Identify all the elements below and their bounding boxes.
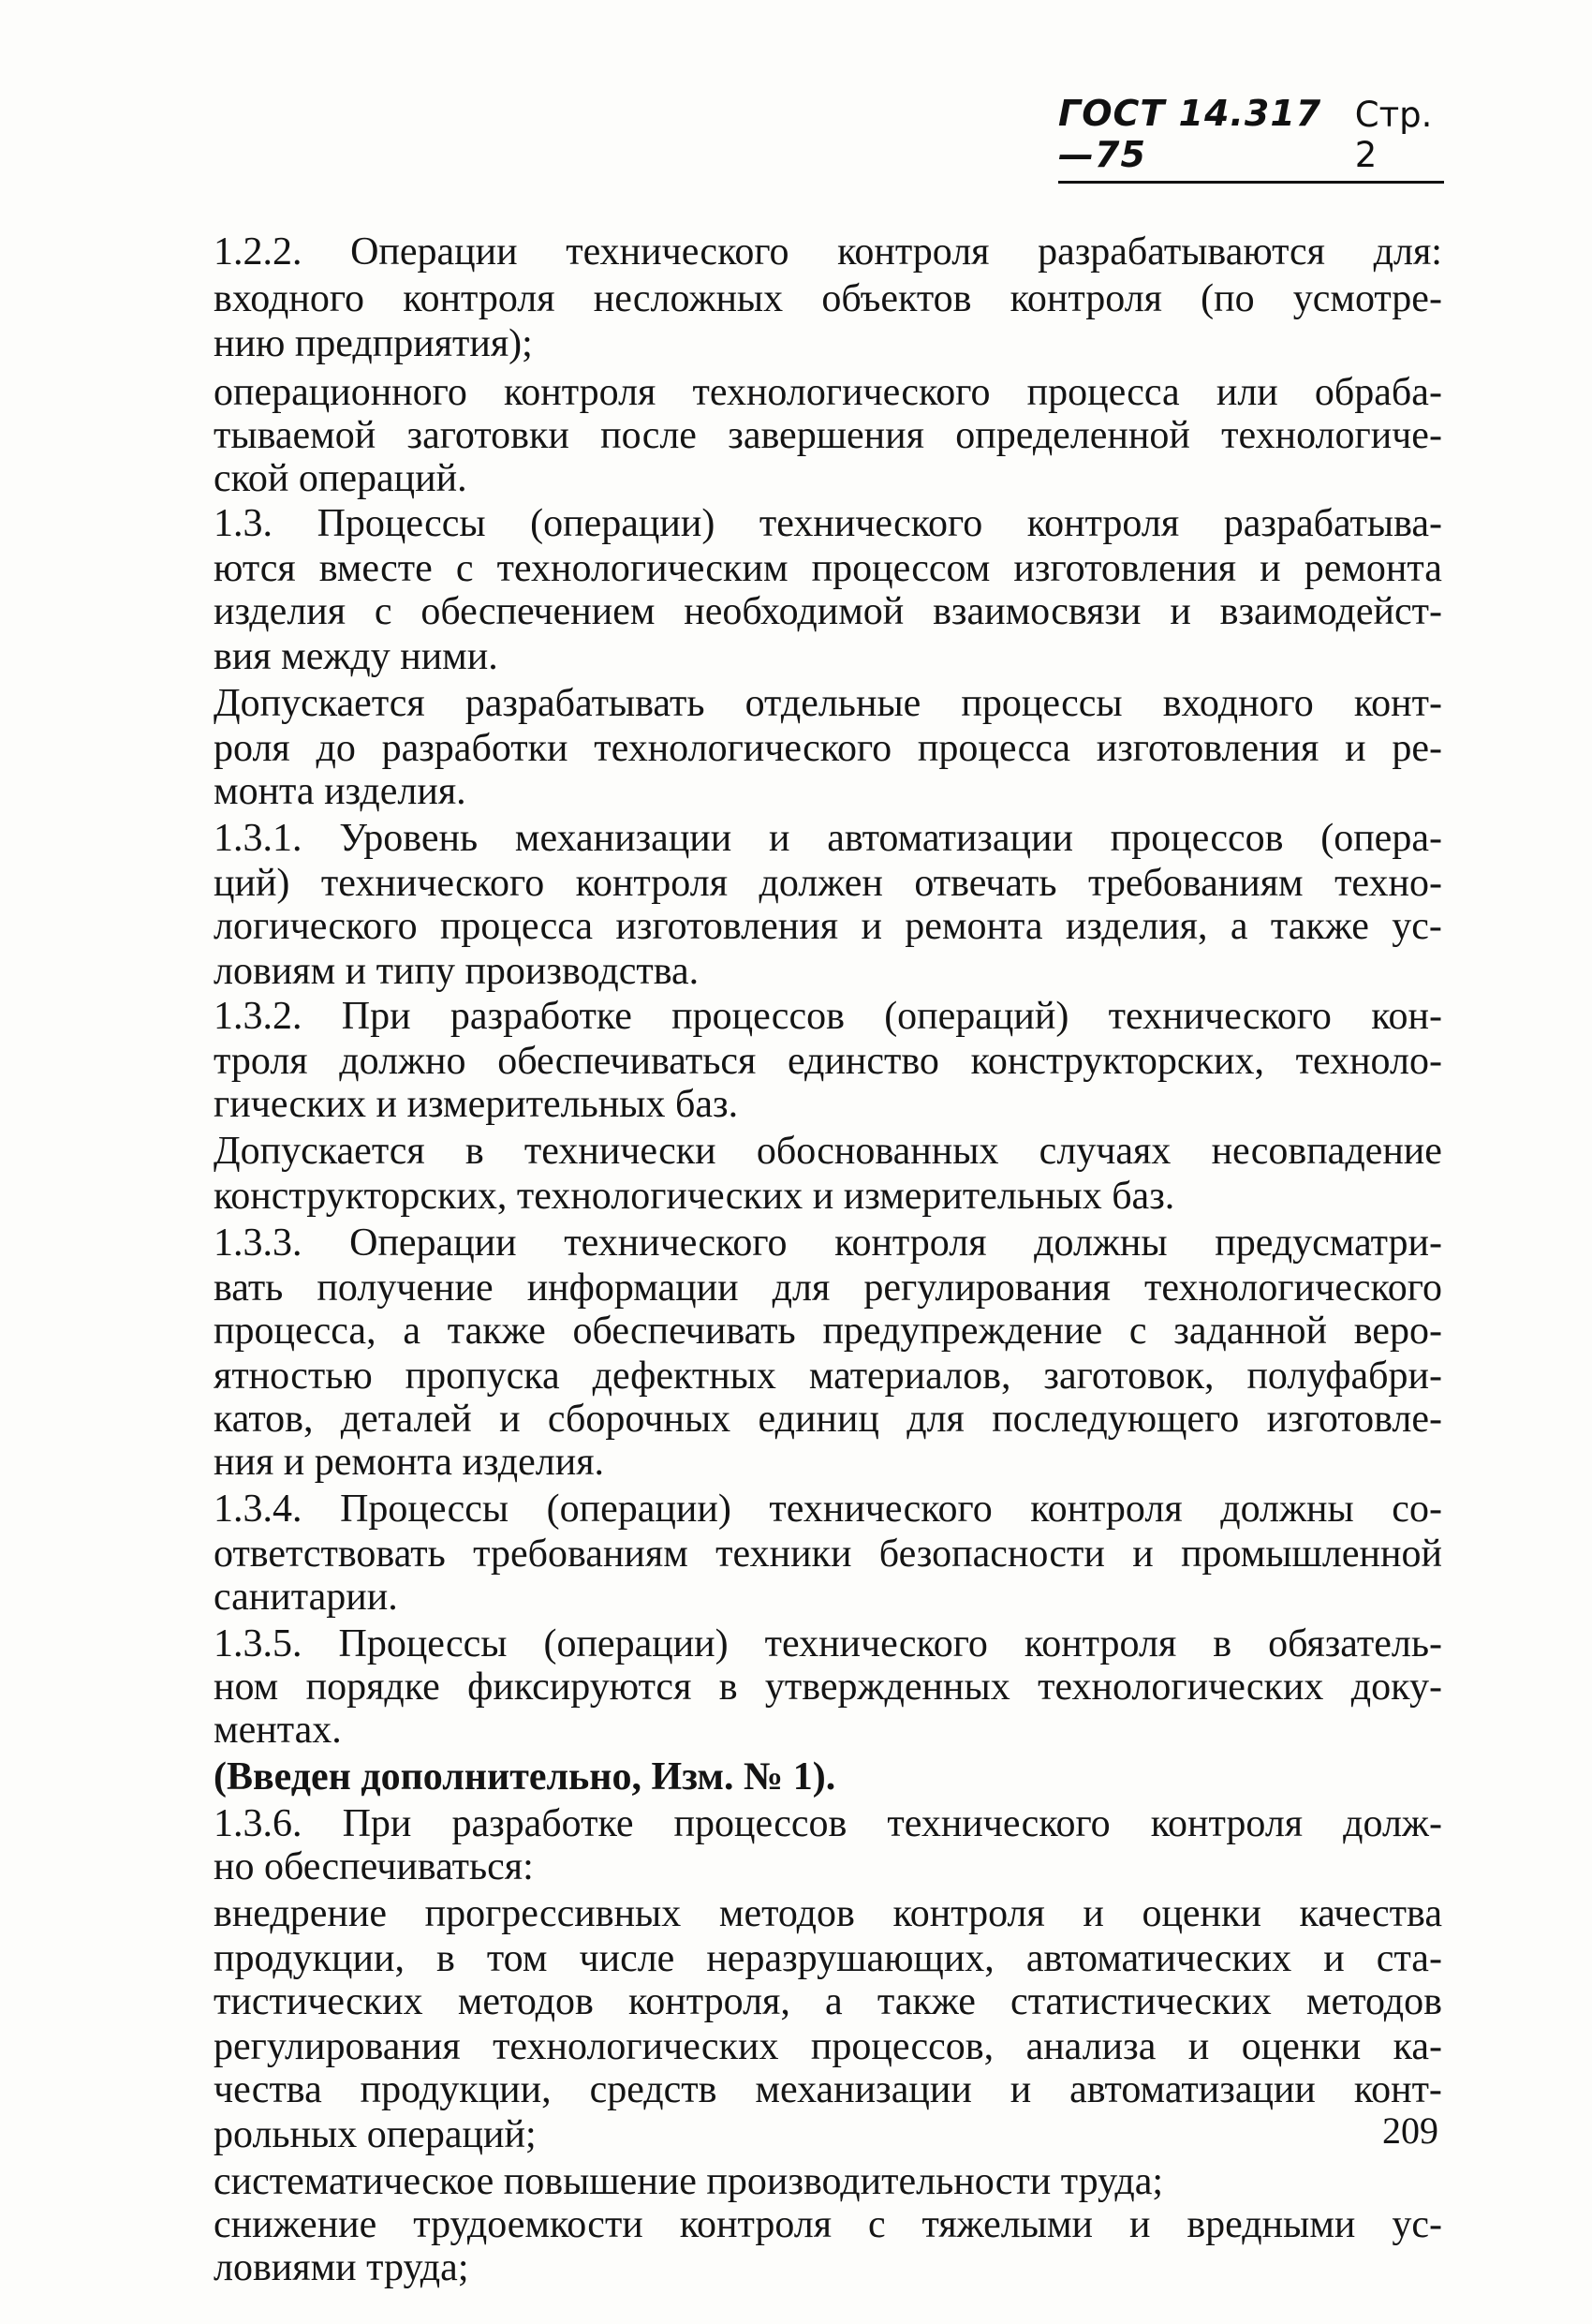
word: изготовления	[615, 905, 839, 948]
word: контроля,	[628, 1980, 790, 2023]
word: контроля	[1010, 277, 1162, 320]
word: с	[374, 590, 392, 633]
word: (операции)	[543, 1622, 729, 1665]
word: случаях	[1039, 1130, 1172, 1173]
word: отвечать	[914, 862, 1057, 905]
text-line	[214, 416, 1442, 455]
word: технологического	[594, 727, 892, 770]
word: контроля	[834, 1221, 987, 1265]
word: разработке	[451, 1802, 634, 1845]
word: безопасности	[878, 1532, 1105, 1576]
word: должно	[339, 1040, 466, 1083]
word: долж-	[1343, 1802, 1442, 1845]
word: процессов	[1110, 817, 1284, 860]
text-line: систематическое повышение производительности труда;	[214, 2160, 1164, 2203]
word: конструкторских,	[970, 1040, 1264, 1083]
word: Процессы	[338, 1622, 508, 1665]
word: с	[1128, 1310, 1147, 1353]
word: технического	[1108, 995, 1332, 1038]
word: изготовле-	[1266, 1398, 1442, 1441]
word: а	[1230, 905, 1248, 948]
word: несложных	[593, 277, 784, 320]
word: ста-	[1376, 1937, 1442, 1980]
word: 1.3.3.	[214, 1221, 302, 1265]
word: 1.2.2.	[214, 230, 302, 274]
word: и	[768, 817, 790, 860]
text-line	[214, 1804, 1442, 1843]
text-line	[214, 864, 1442, 903]
word: веро-	[1353, 1310, 1442, 1353]
word: утвержденных	[764, 1665, 1010, 1709]
word: контроля	[1150, 1802, 1304, 1845]
word: или	[1216, 371, 1278, 414]
text-line	[214, 2027, 1442, 2066]
word: фиксируются	[467, 1665, 692, 1709]
word: ятностью	[214, 1354, 373, 1398]
word: изготовления	[1096, 727, 1319, 770]
text-line	[214, 729, 1442, 768]
text-line: ской операций.	[214, 457, 467, 500]
word: технологических	[493, 2025, 779, 2068]
text-line: (Введен дополнительно, Изм. № 1).	[214, 1755, 836, 1799]
text-line: ния и ремонта изделия.	[214, 1441, 605, 1484]
word: процессов	[673, 1802, 848, 1845]
word: дефектных	[592, 1354, 776, 1398]
word: а	[403, 1310, 420, 1353]
word: заданной	[1173, 1310, 1327, 1353]
word: вать	[214, 1266, 284, 1310]
word: в	[464, 1130, 484, 1173]
word: и	[1010, 2068, 1032, 2111]
word: тываемой	[214, 414, 376, 457]
word: для	[907, 1398, 965, 1441]
word: технического	[566, 230, 789, 274]
word: процессы	[961, 682, 1123, 725]
word: технического	[887, 1802, 1111, 1845]
text-line: гических и измерительных баз.	[214, 1083, 739, 1126]
word: регулирования	[863, 1266, 1111, 1310]
page-number: 209	[1382, 2109, 1438, 2152]
text-line	[214, 1489, 1442, 1529]
word: Допускается	[214, 1130, 425, 1173]
word: получение	[317, 1266, 494, 1310]
word: (операции)	[530, 502, 715, 545]
word: входного	[1162, 682, 1314, 725]
word: ном	[214, 1665, 279, 1709]
word: ответствовать	[214, 1532, 446, 1576]
word: технического	[764, 1622, 988, 1665]
word: и	[1128, 2203, 1151, 2246]
word: операционного	[214, 371, 467, 414]
word: обеспечением	[420, 590, 656, 633]
word: взаимодейст-	[1219, 590, 1442, 633]
word: ремонта	[1304, 547, 1442, 590]
word: (опера-	[1320, 817, 1442, 860]
word: числе	[579, 1937, 675, 1980]
text-line	[214, 819, 1442, 858]
page-label: Стр. 2	[1354, 95, 1433, 175]
word: разработки	[381, 727, 568, 770]
word: автоматизации	[1069, 2068, 1316, 2111]
word: и	[1323, 1937, 1345, 1980]
word: деталей	[340, 1398, 472, 1441]
text-line	[214, 1534, 1442, 1574]
text-line: ловиями труда;	[214, 2246, 469, 2289]
word: должен	[759, 862, 883, 905]
word: технического	[769, 1488, 993, 1531]
word: тистических	[214, 1980, 423, 2023]
word: том	[486, 1937, 548, 1980]
word: продукции,	[360, 2068, 552, 2111]
text-line: ловиям и типу производства.	[214, 950, 700, 993]
word: трудоемкости	[413, 2203, 643, 2246]
word: продукции,	[214, 1937, 405, 1980]
word: технологиче-	[1221, 414, 1442, 457]
text-line	[214, 1311, 1442, 1351]
word: разрабатыва-	[1223, 502, 1442, 545]
word: Уровень	[339, 817, 479, 860]
word: с	[455, 547, 474, 590]
word: средств	[589, 2068, 717, 2111]
word: ре-	[1392, 727, 1442, 770]
text-line	[214, 1132, 1442, 1171]
word: Допускается	[214, 682, 425, 725]
text-line	[214, 549, 1442, 588]
word: для	[772, 1266, 831, 1310]
word: конт-	[1353, 682, 1442, 725]
word: троля	[214, 1040, 308, 1083]
word: качества	[1299, 1892, 1442, 1935]
word: промышленной	[1181, 1532, 1442, 1576]
text-line	[214, 1939, 1442, 1978]
word: технологических	[1038, 1665, 1324, 1709]
word: разрабатываются	[1038, 230, 1326, 274]
word: в	[718, 1665, 738, 1709]
word: материалов,	[808, 1354, 1011, 1398]
word: технического	[564, 1221, 788, 1265]
word: прогрессивных	[424, 1892, 682, 1935]
text-line	[214, 1223, 1442, 1263]
word: логического	[214, 905, 418, 948]
text-line	[214, 232, 1442, 272]
word: При	[342, 1802, 412, 1845]
text-line	[214, 684, 1442, 723]
word: и	[861, 905, 882, 948]
text-line	[214, 907, 1442, 946]
word: ус-	[1392, 2203, 1442, 2246]
word: контроля	[504, 371, 656, 414]
word: внедрение	[214, 1892, 388, 1935]
word: требованиям	[473, 1532, 688, 1576]
word: также	[447, 1310, 546, 1353]
text-line: конструкторских, технологических и измерительных баз.	[214, 1175, 1175, 1218]
word: несовпадение	[1211, 1130, 1442, 1173]
text-line	[214, 279, 1442, 318]
word: требованиям	[1087, 862, 1304, 905]
word: Операции	[350, 230, 518, 274]
word: технологическим	[496, 547, 789, 590]
word: ка-	[1393, 2025, 1442, 2068]
word: в	[1213, 1622, 1232, 1665]
word: также	[1270, 905, 1369, 948]
text-line	[214, 997, 1442, 1036]
word: после	[600, 414, 697, 457]
word: предусматри-	[1215, 1221, 1442, 1265]
word: процессом	[811, 547, 991, 590]
word: При	[341, 995, 411, 1038]
word: объектов	[821, 277, 972, 320]
word: предупреждение	[822, 1310, 1103, 1353]
word: контроля	[575, 862, 729, 905]
word: необходимой	[684, 590, 905, 633]
word: информации	[526, 1266, 739, 1310]
word: обязатель-	[1268, 1622, 1442, 1665]
word: контроля	[679, 2203, 833, 2246]
word: неразрушающих,	[706, 1937, 995, 1980]
word: определенной	[955, 414, 1190, 457]
word: кон-	[1371, 995, 1442, 1038]
word: заготовки	[406, 414, 569, 457]
text-line	[214, 1982, 1442, 2021]
word: завершения	[728, 414, 924, 457]
word: катов,	[214, 1398, 314, 1441]
word: отдельные	[744, 682, 921, 725]
word: обеспечиваться	[497, 1040, 757, 1083]
word: 1.3.4.	[214, 1488, 302, 1531]
word: обеспечивать	[572, 1310, 796, 1353]
word: конт-	[1353, 2068, 1442, 2111]
word: с	[867, 2203, 886, 2246]
word: методов	[718, 1892, 855, 1935]
word: усмотре-	[1292, 277, 1442, 320]
word: регулирования	[214, 2025, 461, 2068]
text-line: ментах.	[214, 1709, 342, 1752]
text-line	[214, 592, 1442, 631]
word: со-	[1392, 1488, 1442, 1531]
word: технического	[759, 502, 983, 545]
word: изготовления	[1013, 547, 1237, 590]
word: входного	[214, 277, 365, 320]
word: вместе	[318, 547, 433, 590]
word: сборочных	[547, 1398, 731, 1441]
word: и	[1083, 1892, 1104, 1935]
word: чества	[214, 2068, 322, 2111]
word: методов	[457, 1980, 594, 2023]
word: до	[316, 727, 356, 770]
word: должны	[1220, 1488, 1354, 1531]
word: процессов,	[810, 2025, 995, 2068]
text-line: рольных операций;	[214, 2113, 537, 2156]
word: и	[1132, 1532, 1154, 1576]
text-line: нию предприятия);	[214, 322, 533, 365]
word: ус-	[1392, 905, 1442, 948]
text-line	[214, 373, 1442, 412]
word: и	[1170, 590, 1191, 633]
text-line	[214, 2205, 1442, 2244]
word: 1.3.	[214, 502, 273, 545]
text-line: санитарии.	[214, 1576, 398, 1619]
word: и	[1260, 547, 1281, 590]
word: обоснованных	[756, 1130, 999, 1173]
word: изделия,	[1065, 905, 1208, 948]
word: статистических	[1010, 1980, 1272, 2023]
word: заготовок,	[1043, 1354, 1215, 1398]
word: (по	[1201, 277, 1255, 320]
text-line	[214, 1894, 1442, 1933]
text-line	[214, 2070, 1442, 2109]
word: 1.3.1.	[214, 817, 302, 860]
text-line	[214, 1042, 1442, 1081]
text-line	[214, 1356, 1442, 1396]
word: обраба-	[1314, 371, 1442, 414]
word: техно-	[1334, 862, 1442, 905]
word: автоматизации	[827, 817, 1073, 860]
word: тяжелыми	[921, 2203, 1094, 2246]
word: технически	[523, 1130, 716, 1173]
word: единиц	[758, 1398, 879, 1441]
word: вредными	[1187, 2203, 1356, 2246]
word: ций)	[214, 862, 290, 905]
word: Процессы	[340, 1488, 509, 1531]
word: пропуска	[405, 1354, 560, 1398]
word: техники	[715, 1532, 852, 1576]
word: механизации	[514, 817, 732, 860]
word: контроля	[1026, 502, 1180, 545]
text-line	[214, 1268, 1442, 1308]
word: (операции)	[546, 1488, 731, 1531]
word: процесса	[917, 727, 1070, 770]
text-line	[214, 504, 1442, 543]
word: и	[1345, 727, 1366, 770]
word: а	[825, 1980, 843, 2023]
word: контроля	[1024, 1622, 1177, 1665]
word: Операции	[349, 1221, 517, 1265]
word: 1.3.5.	[214, 1622, 302, 1665]
word: контроля	[403, 277, 555, 320]
word: и	[1187, 2025, 1210, 2068]
word: оценки	[1241, 2025, 1362, 2068]
word: технического	[320, 862, 545, 905]
word: автоматических	[1025, 1937, 1292, 1980]
word: ются	[214, 547, 296, 590]
word: для:	[1373, 230, 1442, 274]
word: снижение	[214, 2203, 377, 2246]
word: разработке	[450, 995, 632, 1038]
word: контроля	[892, 1892, 1045, 1935]
text-line	[214, 1624, 1442, 1664]
word: процесса	[1026, 371, 1180, 414]
word: (операций)	[884, 995, 1069, 1038]
word: методов	[1305, 1980, 1442, 2023]
text-line	[214, 1399, 1442, 1439]
word: механизации	[755, 2068, 972, 2111]
word: контроля	[837, 230, 990, 274]
text-line: монта изделия.	[214, 770, 466, 813]
text-line: но обеспечиваться:	[214, 1845, 534, 1888]
word: процесса	[439, 905, 594, 948]
word: технологического	[1144, 1266, 1442, 1310]
text-line	[214, 1667, 1442, 1707]
word: ремонта	[905, 905, 1043, 948]
text-line: вия между ними.	[214, 635, 498, 678]
word: Процессы	[317, 502, 486, 545]
word: единство	[787, 1040, 939, 1083]
word: доку-	[1350, 1665, 1442, 1709]
page-header	[1058, 93, 1444, 184]
word: 1.3.6.	[214, 1802, 302, 1845]
word: 1.3.2.	[214, 995, 302, 1038]
standard-number: ГОСТ 14.317—75	[1058, 93, 1322, 175]
word: роля	[214, 727, 290, 770]
word: изделия	[214, 590, 346, 633]
word: последующего	[992, 1398, 1240, 1441]
word: полуфабри-	[1246, 1354, 1442, 1398]
word: технологического	[692, 371, 991, 414]
word: должны	[1034, 1221, 1168, 1265]
word: и	[499, 1398, 521, 1441]
word: разрабатывать	[464, 682, 705, 725]
word: также	[877, 1980, 976, 2023]
word: процесса,	[214, 1310, 376, 1353]
word: оценки	[1142, 1892, 1261, 1935]
word: порядке	[305, 1665, 440, 1709]
word: техноло-	[1295, 1040, 1442, 1083]
word: взаимосвязи	[933, 590, 1142, 633]
word: процессов	[671, 995, 845, 1038]
word: в	[436, 1937, 455, 1980]
word: контроля	[1030, 1488, 1183, 1531]
word: анализа	[1025, 2025, 1157, 2068]
